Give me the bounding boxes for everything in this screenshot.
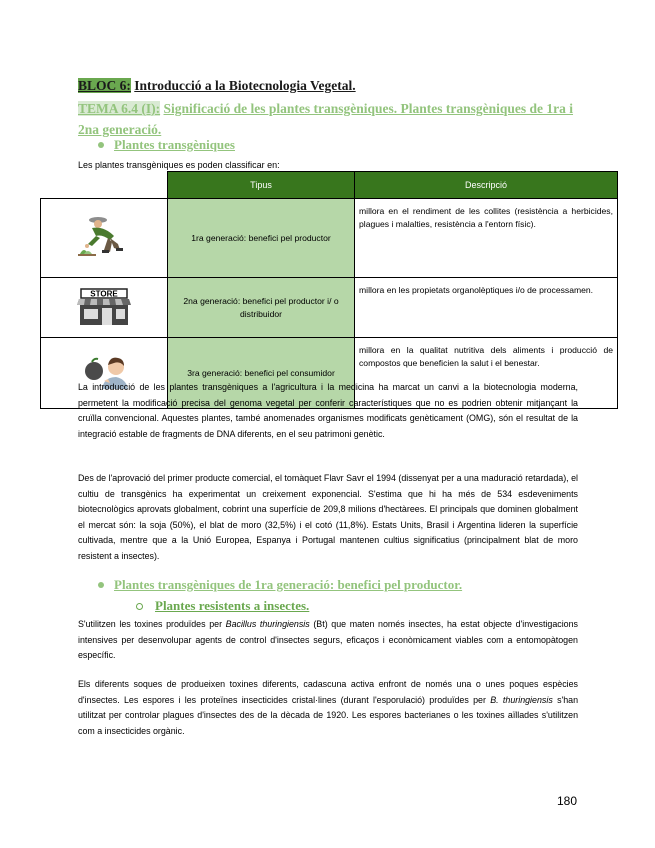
bullet-icon: [98, 582, 104, 588]
tipus-cell: 3ra generació: benefici pel consumidor: [168, 338, 355, 409]
descripcio-cell: millora en les propietats organolèptiques i/o de processamen.: [355, 278, 618, 338]
paragraph-history: Des de l'aprovació del primer producte comercial, el tomàquet Flavr Savr el 1994 (dissenyat per a una maduració retardada), el cultiu de transgènics ha experimentat un creixement exponencial. S'estima que hi ha més de 534 esdeveniments biotecnològics aprovats globalment, cobrint una superfície de 209,8 milions d'hectàrees. El principals que dominen globalment el mercat són: la soja (50%), el blat de moro (32,5%) i el cotó (11,8%). Estats Units, Brasil i Argentina lideren la superfície cultivada, mentre que a la Unió Europea, Espanya i Portugal mantenen cultius significatius (principalment blat de moro resistent a insectes).: [78, 473, 578, 561]
paragraph-soques: Els diferents soques de produeixen toxines diferents, cadascuna activa enfront de només una o unes poques espècies d'insectes. Les espores i les proteïnes insecticides cristal·lines (durant l'esporulació) produïdes per B. thuringiensis s'han utilitzat per controlar plagues d'insectes des de la dècada de 1920. Les espores bacterianes o les toxines aïllades s'utilitzen com a insecticides orgànic.: [78, 679, 579, 736]
tipus-cell: 1ra generació: benefici pel productor: [168, 199, 355, 278]
table-row: [41, 199, 618, 278]
species-name: B. thuringiensis: [490, 694, 553, 705]
tema-label: TEMA 6.4 (I):: [78, 101, 161, 116]
farmer-image: [41, 199, 168, 278]
paragraph-intro: La introducció de les plantes transgèniques a l'agricultura i la medicina ha marcat un canvi a la biotecnologia moderna, permetent la modificació precisa del genoma vegetal per conferir característiques que no es podrien obtenir mitjançant la cruïlla convencional. Aquestes plantes, també anomenades organismes modificats genèticament (OMG), són el resultat de la integració estable de fragments de DNA diferents, en el seu patrimoni genètic.: [78, 382, 578, 439]
descripcio-cell: millora en la qualitat nutritiva dels aliments i producció de compostos que beneficien la salut i el benestar.: [355, 338, 618, 409]
page-number: 180: [557, 794, 578, 808]
bullet-icon: [98, 142, 104, 148]
table-intro: Les plantes transgèniques es poden classificar en:: [78, 160, 280, 170]
store-image: [41, 278, 168, 338]
hollow-bullet-icon: [136, 603, 143, 610]
paragraph-bt-toxins: S'utilitzen les toxines produïdes per Bacillus thuringiensis (Bt) que maten només insectes, ha estat objecte d'investigacions intensives per desenvolupar agents de control d'insectes segurs, eficaços i econòmicament viables com a entomopàtogen específic.: [78, 619, 578, 660]
tema-title: Significació de les plantes transgèniques. Plantes transgèniques de 1ra i 2na generació.: [78, 101, 574, 137]
table-row: [41, 278, 618, 338]
header-tipus: Tipus: [168, 172, 355, 199]
header-descripcio: Descripció: [355, 172, 618, 199]
tema-heading: [78, 98, 578, 140]
farmer-icon: [74, 214, 134, 260]
classification-table: [40, 171, 618, 409]
store-sign-text: STORE: [90, 289, 118, 298]
descripcio-cell: millora en el rendiment de les collites (resistència a herbicides, plagues i malalties, resistència a l'entorn físic).: [355, 199, 618, 278]
section-bullet-primera-generacio: Plantes transgèniques de 1ra generació: benefici pel productor.: [98, 577, 462, 593]
species-name: Bacillus thuringiensis: [225, 619, 310, 629]
tipus-cell: 2na generació: benefici pel productor i/ o distribuidor: [168, 278, 355, 338]
subsection-resistents-insectes: Plantes resistents a insectes.: [136, 598, 309, 614]
bloc-heading: [78, 78, 356, 94]
empty-header-cell: [41, 172, 168, 199]
bloc-title: Introducció a la Biotecnologia Vegetal.: [134, 78, 356, 93]
bloc-label: BLOC 6:: [78, 78, 131, 93]
store-icon: [75, 287, 133, 327]
section-bullet-plantes: Plantes transgèniques: [98, 137, 235, 153]
